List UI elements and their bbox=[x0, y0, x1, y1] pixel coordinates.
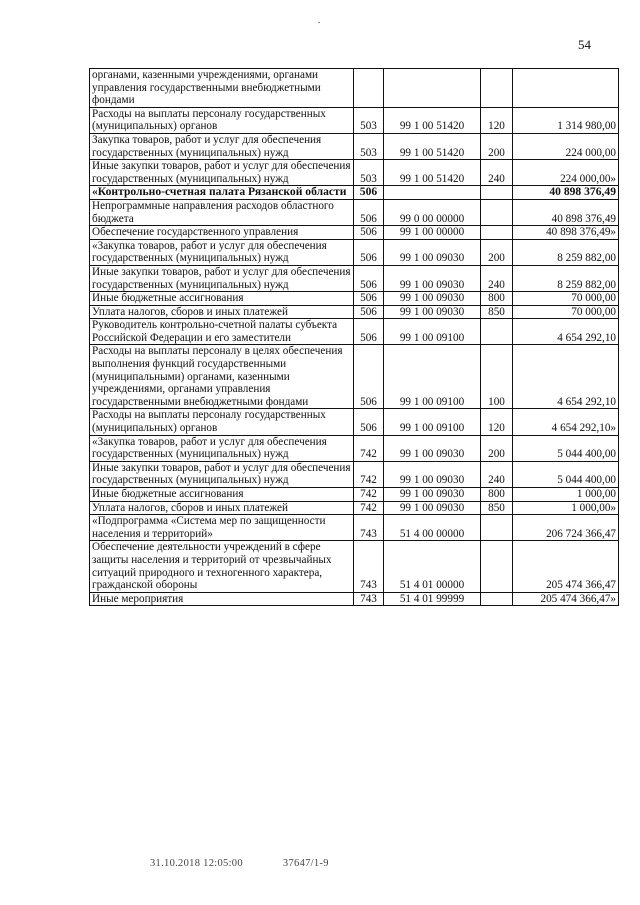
cell-amount: 206 724 366,47 bbox=[513, 515, 619, 541]
cell-name: Уплата налогов, сборов и иных платежей bbox=[90, 501, 354, 515]
cell-department-code: 503 bbox=[354, 160, 384, 186]
cell-name: «Подпрограмма «Система мер по защищенности населения и территорий» bbox=[90, 515, 354, 541]
cell-expense-type bbox=[481, 199, 513, 225]
cell-expense-type: 800 bbox=[481, 488, 513, 502]
cell-amount: 4 654 292,10» bbox=[513, 409, 619, 435]
cell-department-code: 506 bbox=[354, 226, 384, 240]
cell-target-article: 99 1 00 09100 bbox=[384, 409, 481, 435]
cell-department-code: 506 bbox=[354, 292, 384, 306]
cell-target-article: 99 0 00 00000 bbox=[384, 199, 481, 225]
cell-name: Обеспечение государственного управления bbox=[90, 226, 354, 240]
table-row bbox=[90, 501, 619, 515]
table-row bbox=[90, 345, 619, 409]
budget-table bbox=[89, 68, 619, 606]
table-row bbox=[90, 592, 619, 606]
cell-expense-type bbox=[481, 541, 513, 592]
cell-amount: 70 000,00 bbox=[513, 292, 619, 306]
cell-name: Руководитель контрольно-счетной палаты субъекта Российской Федерации и его заместители bbox=[90, 319, 354, 345]
cell-name: Обеспечение деятельности учреждений в сфере защиты населения и территорий от чрезвычайных ситуаций природного и техногенного характера, гражданской обороны bbox=[90, 541, 354, 592]
table-row bbox=[90, 461, 619, 487]
cell-amount: 1 000,00 bbox=[513, 488, 619, 502]
cell-department-code bbox=[354, 69, 384, 108]
cell-expense-type: 240 bbox=[481, 160, 513, 186]
cell-target-article bbox=[384, 186, 481, 200]
cell-amount: 8 259 882,00 bbox=[513, 265, 619, 291]
cell-department-code: 742 bbox=[354, 461, 384, 487]
table-row bbox=[90, 319, 619, 345]
cell-department-code: 506 bbox=[354, 305, 384, 319]
budget-table-body bbox=[90, 69, 619, 606]
cell-expense-type bbox=[481, 515, 513, 541]
table-row bbox=[90, 488, 619, 502]
cell-amount: 205 474 366,47» bbox=[513, 592, 619, 606]
table-row bbox=[90, 292, 619, 306]
cell-target-article: 51 4 00 00000 bbox=[384, 515, 481, 541]
table-row bbox=[90, 186, 619, 200]
cell-department-code: 506 bbox=[354, 239, 384, 265]
cell-target-article: 99 1 00 09030 bbox=[384, 292, 481, 306]
cell-expense-type: 200 bbox=[481, 133, 513, 159]
cell-name: «Закупка товаров, работ и услуг для обеспечения государственных (муниципальных) нужд bbox=[90, 239, 354, 265]
scan-mark bbox=[318, 22, 320, 23]
cell-department-code: 742 bbox=[354, 488, 384, 502]
cell-target-article: 99 1 00 09100 bbox=[384, 345, 481, 409]
table-row bbox=[90, 409, 619, 435]
cell-target-article: 99 1 00 09030 bbox=[384, 305, 481, 319]
cell-expense-type bbox=[481, 186, 513, 200]
cell-target-article: 99 1 00 09100 bbox=[384, 319, 481, 345]
cell-name: Иные закупки товаров, работ и услуг для обеспечения государственных (муниципальных) нужд bbox=[90, 160, 354, 186]
cell-name: Иные бюджетные ассигнования bbox=[90, 488, 354, 502]
cell-amount: 1 314 980,00 bbox=[513, 107, 619, 133]
cell-amount: 8 259 882,00 bbox=[513, 239, 619, 265]
cell-amount: 205 474 366,47 bbox=[513, 541, 619, 592]
cell-expense-type bbox=[481, 319, 513, 345]
cell-amount bbox=[513, 69, 619, 108]
table-row bbox=[90, 305, 619, 319]
cell-expense-type bbox=[481, 69, 513, 108]
cell-name: Расходы на выплаты персоналу в целях обеспечения выполнения функций государственными (муниципальными) органами, казенными учреждениями, органами управления государственными внебюджетными фондами bbox=[90, 345, 354, 409]
cell-name: Иные закупки товаров, работ и услуг для обеспечения государственных (муниципальных) нужд bbox=[90, 461, 354, 487]
cell-name: «Контрольно-счетная палата Рязанской области bbox=[90, 186, 354, 200]
cell-name: Иные бюджетные ассигнования bbox=[90, 292, 354, 306]
table-row bbox=[90, 199, 619, 225]
cell-expense-type: 200 bbox=[481, 239, 513, 265]
cell-amount: 4 654 292,10 bbox=[513, 345, 619, 409]
cell-expense-type: 200 bbox=[481, 435, 513, 461]
cell-target-article: 99 1 00 09030 bbox=[384, 501, 481, 515]
cell-amount: 40 898 376,49» bbox=[513, 226, 619, 240]
cell-amount: 5 044 400,00 bbox=[513, 461, 619, 487]
cell-department-code: 742 bbox=[354, 501, 384, 515]
cell-target-article: 99 1 00 00000 bbox=[384, 226, 481, 240]
cell-target-article bbox=[384, 69, 481, 108]
cell-expense-type: 240 bbox=[481, 265, 513, 291]
table-row bbox=[90, 515, 619, 541]
cell-amount: 224 000,00» bbox=[513, 160, 619, 186]
cell-department-code: 742 bbox=[354, 435, 384, 461]
cell-department-code: 743 bbox=[354, 592, 384, 606]
cell-name: Иные мероприятия bbox=[90, 592, 354, 606]
cell-amount: 40 898 376,49 bbox=[513, 199, 619, 225]
cell-name: Иные закупки товаров, работ и услуг для обеспечения государственных (муниципальных) нужд bbox=[90, 265, 354, 291]
cell-target-article: 99 1 00 51420 bbox=[384, 107, 481, 133]
cell-department-code: 743 bbox=[354, 515, 384, 541]
footer-timestamp: 31.10.2018 12:05:00 bbox=[150, 858, 243, 869]
cell-amount: 70 000,00 bbox=[513, 305, 619, 319]
cell-amount: 5 044 400,00 bbox=[513, 435, 619, 461]
cell-expense-type: 100 bbox=[481, 345, 513, 409]
footer bbox=[150, 858, 329, 869]
cell-department-code: 503 bbox=[354, 133, 384, 159]
cell-department-code: 503 bbox=[354, 107, 384, 133]
cell-department-code: 506 bbox=[354, 186, 384, 200]
cell-target-article: 99 1 00 09030 bbox=[384, 435, 481, 461]
cell-name: Закупка товаров, работ и услуг для обеспечения государственных (муниципальных) нужд bbox=[90, 133, 354, 159]
cell-department-code: 743 bbox=[354, 541, 384, 592]
table-row bbox=[90, 435, 619, 461]
cell-name: органами, казенными учреждениями, органами управления государственными внебюджетными фондами bbox=[90, 69, 354, 108]
cell-expense-type: 240 bbox=[481, 461, 513, 487]
cell-amount: 40 898 376,49 bbox=[513, 186, 619, 200]
cell-amount: 1 000,00» bbox=[513, 501, 619, 515]
cell-name: «Закупка товаров, работ и услуг для обеспечения государственных (муниципальных) нужд bbox=[90, 435, 354, 461]
cell-name: Расходы на выплаты персоналу государственных (муниципальных) органов bbox=[90, 409, 354, 435]
cell-target-article: 99 1 00 09030 bbox=[384, 488, 481, 502]
table-row bbox=[90, 541, 619, 592]
footer-doc-id: 37647/1-9 bbox=[282, 858, 329, 869]
cell-expense-type: 850 bbox=[481, 501, 513, 515]
table-row bbox=[90, 69, 619, 108]
cell-expense-type bbox=[481, 592, 513, 606]
cell-target-article: 99 1 00 09030 bbox=[384, 239, 481, 265]
cell-name: Непрограммные направления расходов областного бюджета bbox=[90, 199, 354, 225]
cell-department-code: 506 bbox=[354, 199, 384, 225]
cell-name: Расходы на выплаты персоналу государственных (муниципальных) органов bbox=[90, 107, 354, 133]
cell-name: Уплата налогов, сборов и иных платежей bbox=[90, 305, 354, 319]
cell-department-code: 506 bbox=[354, 345, 384, 409]
cell-expense-type: 800 bbox=[481, 292, 513, 306]
cell-expense-type bbox=[481, 226, 513, 240]
cell-department-code: 506 bbox=[354, 409, 384, 435]
cell-department-code: 506 bbox=[354, 319, 384, 345]
cell-target-article: 99 1 00 51420 bbox=[384, 133, 481, 159]
page-number: 54 bbox=[578, 37, 591, 52]
table-row bbox=[90, 226, 619, 240]
table-row bbox=[90, 239, 619, 265]
cell-target-article: 51 4 01 00000 bbox=[384, 541, 481, 592]
cell-amount: 4 654 292,10 bbox=[513, 319, 619, 345]
cell-department-code: 506 bbox=[354, 265, 384, 291]
table-row bbox=[90, 107, 619, 133]
cell-expense-type: 850 bbox=[481, 305, 513, 319]
table-row bbox=[90, 265, 619, 291]
cell-expense-type: 120 bbox=[481, 107, 513, 133]
cell-target-article: 99 1 00 09030 bbox=[384, 461, 481, 487]
cell-amount: 224 000,00 bbox=[513, 133, 619, 159]
cell-target-article: 99 1 00 09030 bbox=[384, 265, 481, 291]
cell-expense-type: 120 bbox=[481, 409, 513, 435]
table-row bbox=[90, 133, 619, 159]
cell-target-article: 99 1 00 51420 bbox=[384, 160, 481, 186]
table-row bbox=[90, 160, 619, 186]
cell-target-article: 51 4 01 99999 bbox=[384, 592, 481, 606]
